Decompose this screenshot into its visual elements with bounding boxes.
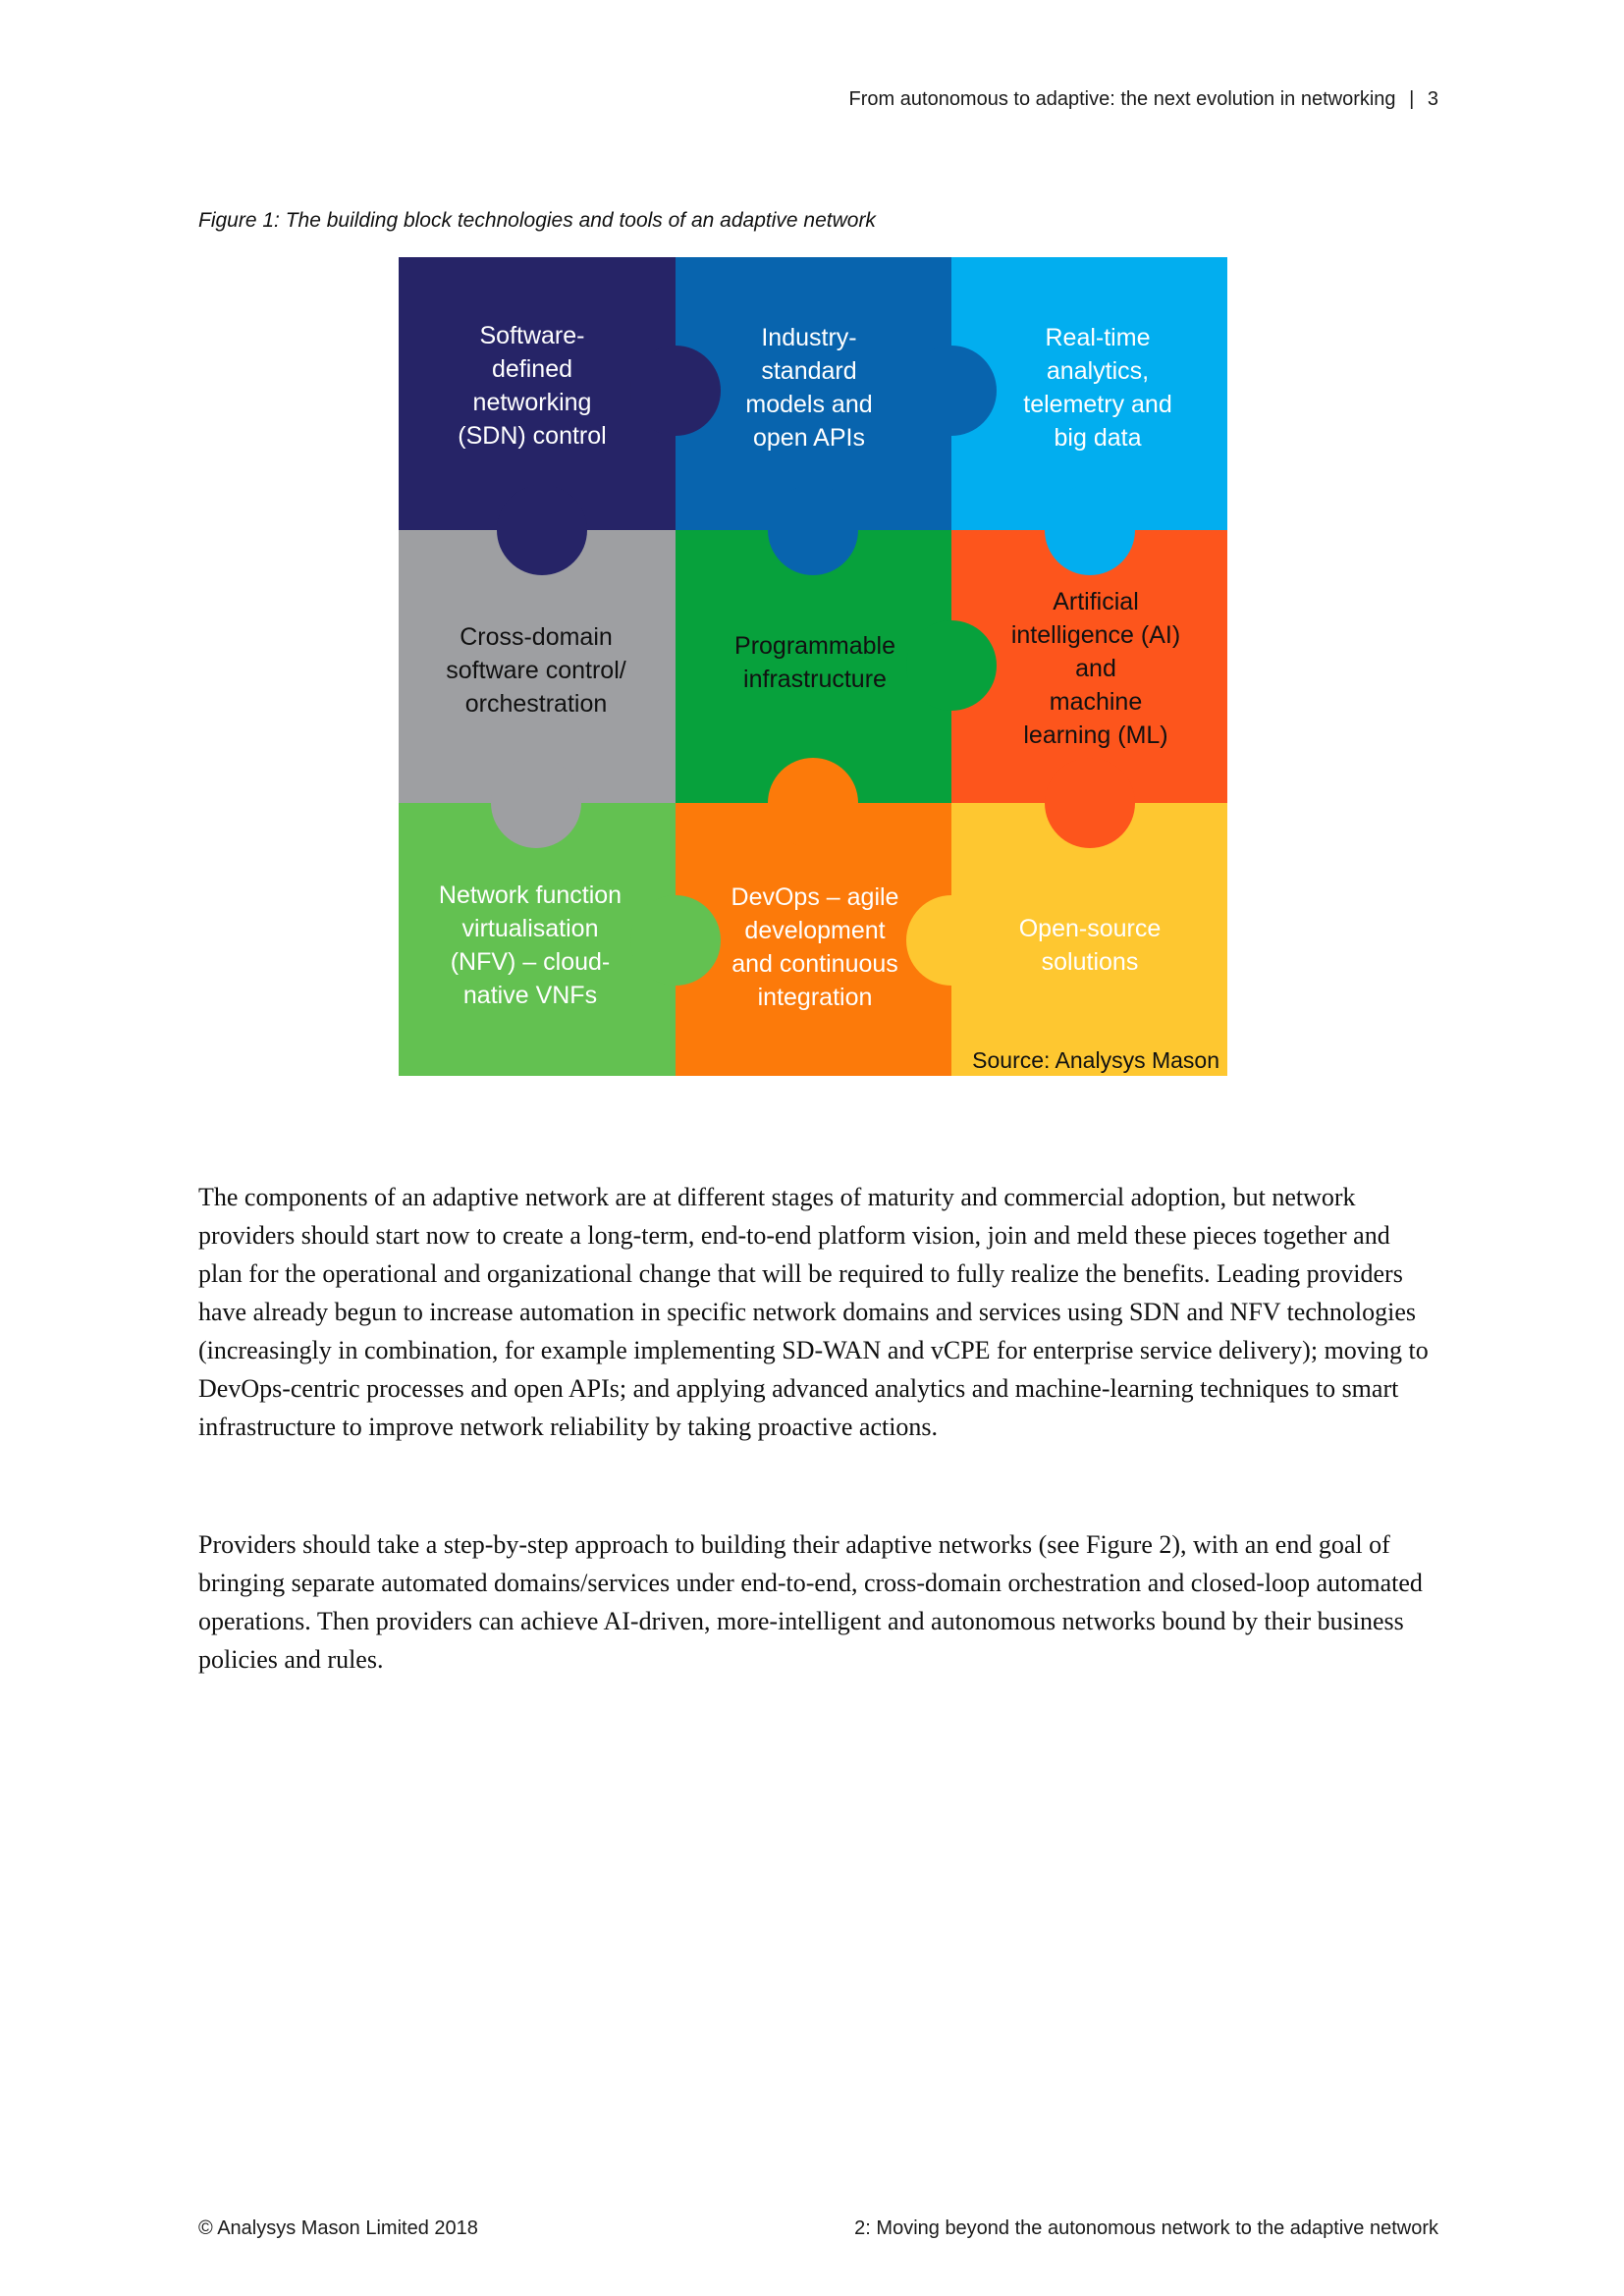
knob [491,758,581,848]
footer-section: 2: Moving beyond the autonomous network to the adaptive network [854,2217,1438,2239]
knob [906,620,997,711]
piece-label-analytics: big data [1054,424,1142,452]
knob [768,758,858,848]
piece-label-orchestration: software control/ [446,657,626,684]
paragraph-2: Providers should take a step-by-step approach to building their adaptive networks (see Figure 2), with an end goal of bringing separate automated domains/services under end-to-end, cross-domain orchestration and closed-loop automated operations. Then providers can achieve AI-driven, more-intelligent and autonomous networks bound by their business policies and rules. [198,1530,1423,1674]
piece-label-orchestration: orchestration [464,690,608,718]
piece-label-sdn: networking [472,389,592,416]
piece-label-apis: open APIs [753,424,865,452]
piece-label-apis: models and [745,391,873,418]
piece-label-analytics: telemetry and [1023,391,1172,418]
piece-label-ai-ml: and [1075,655,1116,682]
piece-label-open-source: Open-source [1018,915,1162,942]
header-separator: | [1409,88,1415,110]
knob [497,485,587,575]
piece-label-devops: development [744,917,886,944]
knob [1045,758,1135,848]
piece-label-ai-ml: Artificial [1053,588,1139,615]
puzzle-diagram [399,257,1227,1076]
piece-label-orchestration: Cross-domain [460,623,613,651]
piece-label-sdn: Software- [479,322,585,349]
running-title: From autonomous to adaptive: the next evolution in networking [848,88,1396,110]
figure-caption: Figure 1: The building block technologies and tools of an adaptive network [198,209,876,232]
knob [630,895,721,986]
piece-label-nfv: virtualisation [461,915,599,942]
knob [768,485,858,575]
piece-label-analytics: analytics, [1046,357,1150,385]
piece-label-ai-ml: machine [1049,688,1143,716]
running-header [849,88,1438,111]
knob [906,346,997,436]
piece-label-nfv: (NFV) – cloud- [450,948,611,976]
piece-label-sdn: defined [491,355,573,383]
piece-label-nfv: Network function [438,881,623,909]
piece-label-devops: DevOps – agile [731,883,899,911]
piece-label-apis: Industry- [761,324,857,351]
piece-label-ai-ml: learning (ML) [1023,721,1168,749]
piece-label-analytics: Real-time [1045,324,1151,351]
knob [1045,485,1135,575]
paragraph-1: The components of an adaptive network are at different stages of maturity and commercial adoption, but network providers should start now to create a long-term, end-to-end platform vision, join and meld these pieces together and plan for the operational and organizational change that will be required to fully realize the benefits. Leading providers have already begun to increase automation in specific network domains and services using SDN and NFV technologies (increasingly in combination, for example implementing SD-WAN and vCPE for enterprise service delivery); moving to DevOps-centric processes and open APIs; and applying advanced analytics and machine-learning techniques to smart infrastructure to improve network reliability by taking proactive actions. [198,1183,1429,1441]
piece-label-devops: integration [757,984,873,1011]
piece-label-apis: standard [761,357,857,385]
page-number: 3 [1427,88,1438,110]
piece-label-nfv: native VNFs [462,982,598,1009]
footer-copyright: © Analysys Mason Limited 2018 [198,2217,478,2239]
knob [906,895,997,986]
piece-label-infrastructure: Programmable [734,632,895,660]
piece-label-infrastructure: infrastructure [743,666,887,693]
knob [630,346,721,436]
piece-label-open-source: solutions [1041,948,1139,976]
piece-label-ai-ml: intelligence (AI) [1010,621,1181,649]
figure-source: Source: Analysys Mason [972,1047,1219,1073]
piece-label-sdn: (SDN) control [458,422,607,450]
piece-label-devops: and continuous [731,950,898,978]
